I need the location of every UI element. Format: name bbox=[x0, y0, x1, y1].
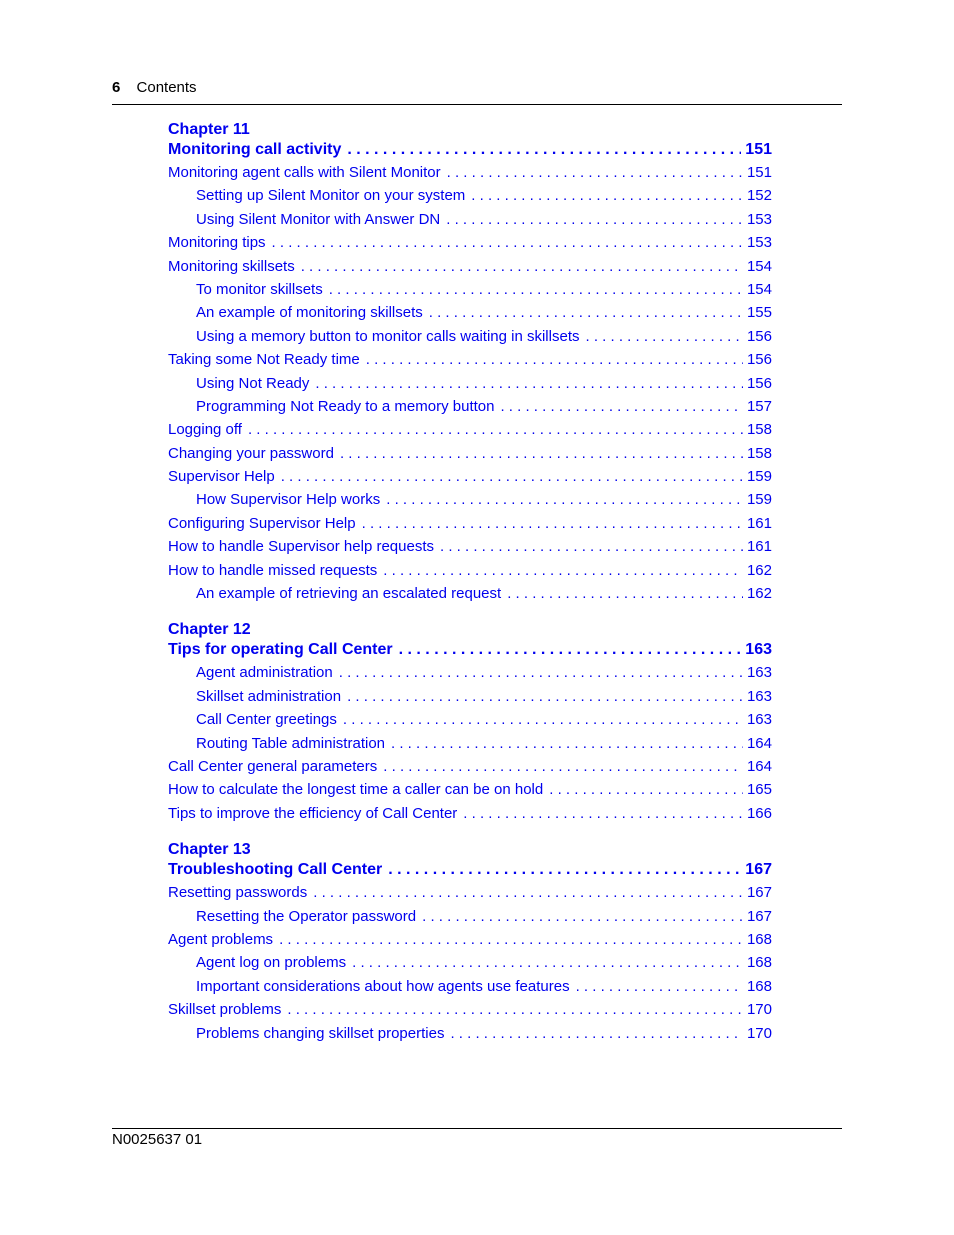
dot-leader bbox=[500, 395, 743, 418]
dot-leader bbox=[340, 442, 743, 465]
chapter-title-link[interactable] bbox=[168, 140, 772, 161]
dot-leader bbox=[446, 208, 743, 231]
dot-leader bbox=[343, 708, 743, 731]
chapter-page-number: 167 bbox=[745, 861, 772, 879]
toc-entry-page-number: 167 bbox=[746, 884, 772, 902]
toc-entry-link[interactable] bbox=[168, 802, 772, 825]
dot-leader bbox=[301, 255, 743, 278]
toc-entry-page-number: 159 bbox=[746, 468, 772, 486]
toc-entry-link[interactable] bbox=[168, 255, 772, 278]
dot-leader bbox=[388, 860, 741, 880]
dot-leader bbox=[339, 661, 743, 684]
dot-leader bbox=[281, 465, 743, 488]
toc-entry-page-number: 162 bbox=[746, 585, 772, 603]
toc-entry-link[interactable] bbox=[168, 998, 772, 1021]
toc-entry-link[interactable] bbox=[168, 928, 772, 951]
toc-entry-link[interactable] bbox=[168, 535, 772, 558]
dot-leader bbox=[329, 278, 743, 301]
toc-entry-link[interactable] bbox=[168, 1022, 772, 1045]
dot-leader bbox=[287, 998, 743, 1021]
toc-entry-link[interactable] bbox=[168, 161, 772, 184]
toc-entry-link[interactable] bbox=[168, 951, 772, 974]
toc-entry-page-number: 164 bbox=[746, 757, 772, 775]
toc-entry-link[interactable] bbox=[168, 778, 772, 801]
toc-entry-page-number: 168 bbox=[746, 954, 772, 972]
dot-leader bbox=[463, 802, 743, 825]
toc-entry-page-number: 161 bbox=[746, 514, 772, 532]
toc-entry-link[interactable] bbox=[168, 512, 772, 535]
toc-entry-page-number: 156 bbox=[746, 374, 772, 392]
chapter-heading[interactable]: Chapter 12 bbox=[168, 621, 251, 639]
toc-entry-link[interactable] bbox=[168, 905, 772, 928]
toc-entry-label: Problems changing skillset properties bbox=[196, 1024, 445, 1042]
toc-entry-page-number: 163 bbox=[746, 711, 772, 729]
toc-entry-label: How to handle Supervisor help requests bbox=[168, 538, 434, 556]
dot-leader bbox=[362, 512, 743, 535]
toc-entry-label: Using Silent Monitor with Answer DN bbox=[196, 210, 441, 228]
toc-entry-label: Important considerations about how agents use features bbox=[196, 977, 570, 995]
toc-entry-link[interactable] bbox=[168, 732, 772, 755]
toc-entry-link[interactable] bbox=[168, 465, 772, 488]
dot-leader bbox=[383, 559, 743, 582]
toc-entry-link[interactable] bbox=[168, 582, 772, 605]
dot-leader bbox=[471, 184, 743, 207]
toc-entry-label: Agent problems bbox=[168, 930, 274, 948]
toc-entry-page-number: 155 bbox=[746, 304, 772, 322]
toc-entry-page-number: 163 bbox=[746, 687, 772, 705]
toc-entry-label: Resetting passwords bbox=[168, 884, 308, 902]
toc-entry-label: Programming Not Ready to a memory button bbox=[196, 397, 495, 415]
toc-entry-link[interactable] bbox=[168, 975, 772, 998]
dot-leader bbox=[399, 640, 742, 660]
toc-entry-label: How to handle missed requests bbox=[168, 561, 378, 579]
toc-entry-label: To monitor skillsets bbox=[196, 280, 323, 298]
toc-entry-link[interactable] bbox=[168, 395, 772, 418]
toc-entry-page-number: 157 bbox=[746, 397, 772, 415]
toc-entry-page-number: 170 bbox=[746, 1001, 772, 1019]
toc-entry-link[interactable] bbox=[168, 278, 772, 301]
toc-entry-label: Using Not Ready bbox=[196, 374, 310, 392]
toc-entry-label: Tips to improve the efficiency of Call Center bbox=[168, 804, 458, 822]
toc-entry-page-number: 153 bbox=[746, 234, 772, 252]
dot-leader bbox=[366, 348, 743, 371]
dot-leader bbox=[391, 732, 743, 755]
toc-entry-page-number: 154 bbox=[746, 257, 772, 275]
toc-entry-label: Configuring Supervisor Help bbox=[168, 514, 356, 532]
dot-leader bbox=[585, 325, 742, 348]
toc-entry-page-number: 154 bbox=[746, 280, 772, 298]
dot-leader bbox=[313, 881, 743, 904]
toc-entry-page-number: 168 bbox=[746, 977, 772, 995]
toc-entry-link[interactable] bbox=[168, 184, 772, 207]
document-id: N0025637 01 bbox=[112, 1131, 203, 1148]
chapter-title: Troubleshooting Call Center bbox=[168, 861, 383, 879]
dot-leader bbox=[383, 755, 743, 778]
dot-leader bbox=[248, 418, 743, 441]
toc-entry-label: Skillset administration bbox=[196, 687, 342, 705]
toc-entry-page-number: 162 bbox=[746, 561, 772, 579]
toc-entry-page-number: 153 bbox=[746, 210, 772, 228]
toc-entry-page-number: 167 bbox=[746, 907, 772, 925]
toc-entry-page-number: 163 bbox=[746, 664, 772, 682]
chapter-heading[interactable]: Chapter 11 bbox=[168, 121, 250, 138]
dot-leader bbox=[386, 488, 743, 511]
toc-entry-link[interactable] bbox=[168, 488, 772, 511]
toc-entry-label: Monitoring tips bbox=[168, 234, 266, 252]
toc-entry-label: Skillset problems bbox=[168, 1001, 282, 1019]
chapter-title-link[interactable] bbox=[168, 860, 772, 881]
dot-leader bbox=[347, 140, 741, 160]
toc-entry-link[interactable] bbox=[168, 755, 772, 778]
toc-entry-link[interactable] bbox=[168, 442, 772, 465]
toc-entry-label: Call Center greetings bbox=[196, 711, 337, 729]
chapter-title: Tips for operating Call Center bbox=[168, 641, 393, 659]
toc-entry-page-number: 151 bbox=[746, 164, 772, 181]
toc-entry-page-number: 152 bbox=[746, 187, 772, 205]
dot-leader bbox=[440, 535, 743, 558]
page-header bbox=[112, 79, 197, 96]
toc-entry-page-number: 156 bbox=[746, 327, 772, 345]
toc-entry-label: Monitoring agent calls with Silent Monitor bbox=[168, 164, 441, 181]
toc-entry-page-number: 158 bbox=[746, 444, 772, 462]
toc-entry-link[interactable] bbox=[168, 685, 772, 708]
chapter-heading[interactable]: Chapter 13 bbox=[168, 841, 251, 859]
toc-entry-link[interactable] bbox=[168, 325, 772, 348]
toc-entry-label: Setting up Silent Monitor on your system bbox=[196, 187, 466, 205]
chapter-title: Monitoring call activity bbox=[168, 141, 342, 158]
toc-entry-page-number: 159 bbox=[746, 491, 772, 509]
dot-leader bbox=[447, 161, 743, 184]
dot-leader bbox=[549, 778, 743, 801]
dot-leader bbox=[315, 372, 743, 395]
table-of-contents bbox=[168, 120, 772, 1045]
dot-leader bbox=[576, 975, 743, 998]
dot-leader bbox=[272, 231, 743, 254]
toc-entry-label: An example of retrieving an escalated request bbox=[196, 585, 502, 603]
toc-entry-page-number: 161 bbox=[746, 538, 772, 556]
toc-entry-link[interactable] bbox=[168, 559, 772, 582]
toc-entry-label: Monitoring skillsets bbox=[168, 257, 295, 275]
chapter-section bbox=[168, 120, 772, 605]
toc-entry-page-number: 158 bbox=[746, 421, 772, 439]
toc-entry-page-number: 156 bbox=[746, 351, 772, 369]
toc-entry-link[interactable] bbox=[168, 301, 772, 324]
toc-entry-label: An example of monitoring skillsets bbox=[196, 304, 423, 322]
chapter-page-number: 151 bbox=[745, 141, 772, 158]
toc-entry-label: Changing your password bbox=[168, 444, 334, 462]
chapter-page-number: 163 bbox=[745, 641, 772, 659]
toc-entry-label: Call Center general parameters bbox=[168, 757, 378, 775]
toc-entry-link[interactable] bbox=[168, 231, 772, 254]
footer-rule bbox=[112, 1128, 842, 1129]
toc-entry-page-number: 166 bbox=[746, 804, 772, 822]
toc-entry-label: Agent administration bbox=[196, 664, 333, 682]
dot-leader bbox=[429, 301, 743, 324]
dot-leader bbox=[352, 951, 743, 974]
toc-entry-label: Logging off bbox=[168, 421, 242, 439]
dot-leader bbox=[422, 905, 743, 928]
toc-entry-label: How to calculate the longest time a caller can be on hold bbox=[168, 781, 544, 799]
dot-leader bbox=[507, 582, 743, 605]
dot-leader bbox=[279, 928, 743, 951]
chapter-title-link[interactable] bbox=[168, 640, 772, 661]
chapter-section bbox=[168, 840, 772, 1045]
toc-entry-label: Routing Table administration bbox=[196, 734, 386, 752]
toc-entry-page-number: 170 bbox=[746, 1024, 772, 1042]
toc-entry-link[interactable] bbox=[168, 208, 772, 231]
toc-entry-link[interactable] bbox=[168, 881, 772, 904]
toc-entry-page-number: 164 bbox=[746, 734, 772, 752]
toc-entry-label: Supervisor Help bbox=[168, 468, 275, 486]
toc-entry-link[interactable] bbox=[168, 661, 772, 684]
toc-entry-label: How Supervisor Help works bbox=[196, 491, 381, 509]
toc-entry-link[interactable] bbox=[168, 708, 772, 731]
toc-entry-label: Taking some Not Ready time bbox=[168, 351, 360, 369]
toc-entry-link[interactable] bbox=[168, 418, 772, 441]
page-number: 6 bbox=[112, 79, 121, 96]
toc-entry-label: Using a memory button to monitor calls waiting in skillsets bbox=[196, 327, 580, 345]
toc-entry-label: Agent log on problems bbox=[196, 954, 347, 972]
toc-entry-label: Resetting the Operator password bbox=[196, 907, 417, 925]
section-title: Contents bbox=[136, 79, 197, 96]
toc-entry-link[interactable] bbox=[168, 348, 772, 371]
toc-entry-link[interactable] bbox=[168, 372, 772, 395]
chapter-section bbox=[168, 620, 772, 825]
toc-entry-page-number: 165 bbox=[746, 781, 772, 799]
toc-entry-page-number: 168 bbox=[746, 930, 772, 948]
dot-leader bbox=[450, 1022, 743, 1045]
header-rule bbox=[112, 104, 842, 105]
dot-leader bbox=[347, 685, 743, 708]
